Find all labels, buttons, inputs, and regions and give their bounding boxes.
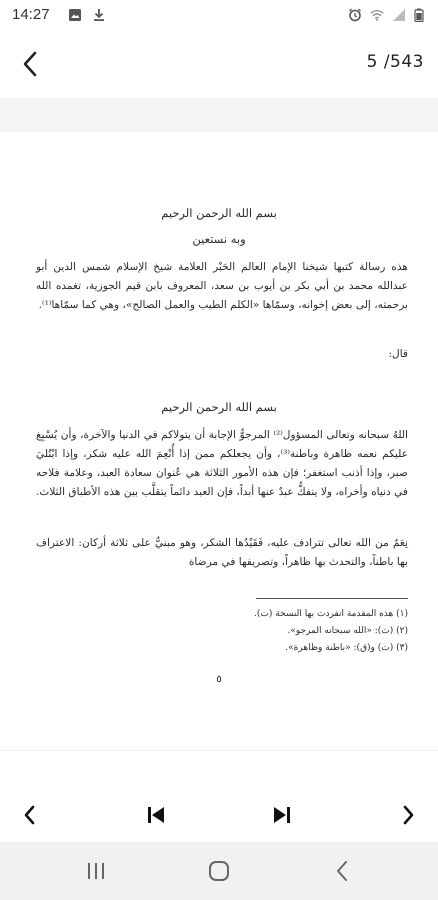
footnote-divider <box>256 598 408 599</box>
footnote-item: (٢) (ت): «الله سبحانه المرجو». <box>287 626 408 636</box>
recents-button[interactable] <box>76 854 116 888</box>
status-left-icons <box>68 8 106 22</box>
system-back-button[interactable] <box>322 854 362 888</box>
paragraph-continued: نِعَمٌ من الله تعالى تترادف عليه، فَقَيْدُها الشكر، وهو مبنيٌّ على ثلاثة أركان: الاعتراف بها باطناً، والتحدث بها ظاهراً، وتصريفها في مرضاة <box>36 537 408 568</box>
home-button[interactable] <box>199 854 239 888</box>
reader-controls <box>0 750 438 842</box>
status-time: 14:27 <box>12 6 50 23</box>
chevron-left-icon <box>21 51 39 77</box>
first-page-button[interactable] <box>136 795 176 835</box>
wifi-icon <box>370 8 384 22</box>
next-page-button[interactable] <box>388 795 428 835</box>
chevron-right-icon <box>401 805 415 825</box>
page-number: ٥ <box>216 674 222 685</box>
recents-icon <box>85 861 107 881</box>
book-page[interactable] <box>0 132 438 750</box>
footnote-item: (٣) (ت) و(ق): «باطنة وظاهرة». <box>285 643 408 653</box>
chevron-left-icon <box>23 805 37 825</box>
app-header <box>0 32 438 98</box>
download-icon <box>92 8 106 22</box>
alarm-icon <box>348 8 362 22</box>
skip-first-icon <box>146 805 166 825</box>
back-icon <box>335 860 349 882</box>
signal-icon <box>392 8 406 22</box>
back-button[interactable] <box>14 46 46 82</box>
status-right-icons <box>348 8 424 22</box>
image-icon <box>68 8 82 22</box>
basmala-title: بسم الله الرحمن الرحيم <box>161 206 277 220</box>
status-bar <box>0 0 438 32</box>
page-top-margin <box>0 98 438 132</box>
paragraph-main: اللهُ سبحانه وتعالى المسؤول⁽²⁾ المرجوُّ الإجابة أن يتولاكم في الدنيا والآخرة، وأن يُسْبِغ عليكم نعمه ظاهرة وباطنة⁽³⁾، وأن يجعلكم ممن إذا أُنْعِمَ الله عليه شكر، وإذا ابْتُليَ صبر، وإذا أذنب استغفر؛ فإن هذه الأمور الثلاثة هي عُنوان سعادة العبد، وعلامة فلاحه في دنياه وأخراه، ولا ينفكُّ عبدٌ عنها أبداً، فإن العبد دائماً يتقلَّب بين هذه الأطباق الثلاث. <box>35 429 408 498</box>
previous-page-button[interactable] <box>10 795 50 835</box>
footnote-item: (١) هذه المقدمة انفردت بها النسخة (ت). <box>254 609 408 619</box>
footnotes <box>36 606 408 657</box>
qal-text: قال: <box>388 348 408 360</box>
android-nav-bar <box>0 842 438 900</box>
paragraph-intro: هذه رسالة كتبها شيخنا الإمام العالم الحَبْر العلامة شيخ الإسلام شمس الدين أبو عبدالله محمد بن أبي بكر بن أيوب بن سعد، المعروف بابن قيم الجوزية، تغمده الله برحمته، إلى بعض إخوانه، وسمّاها «الكلم الطيب والعمل الصالح»، وهي كما سمّاها⁽¹⁾. <box>36 261 408 311</box>
last-page-button[interactable] <box>262 795 302 835</box>
basmala-title-2: بسم الله الرحمن الرحيم <box>161 400 277 414</box>
skip-last-icon <box>272 805 292 825</box>
page-counter: 5 /543 <box>366 52 424 72</box>
battery-icon <box>414 8 424 22</box>
subtitle: وبه نستعين <box>192 232 246 246</box>
home-icon <box>207 859 231 883</box>
